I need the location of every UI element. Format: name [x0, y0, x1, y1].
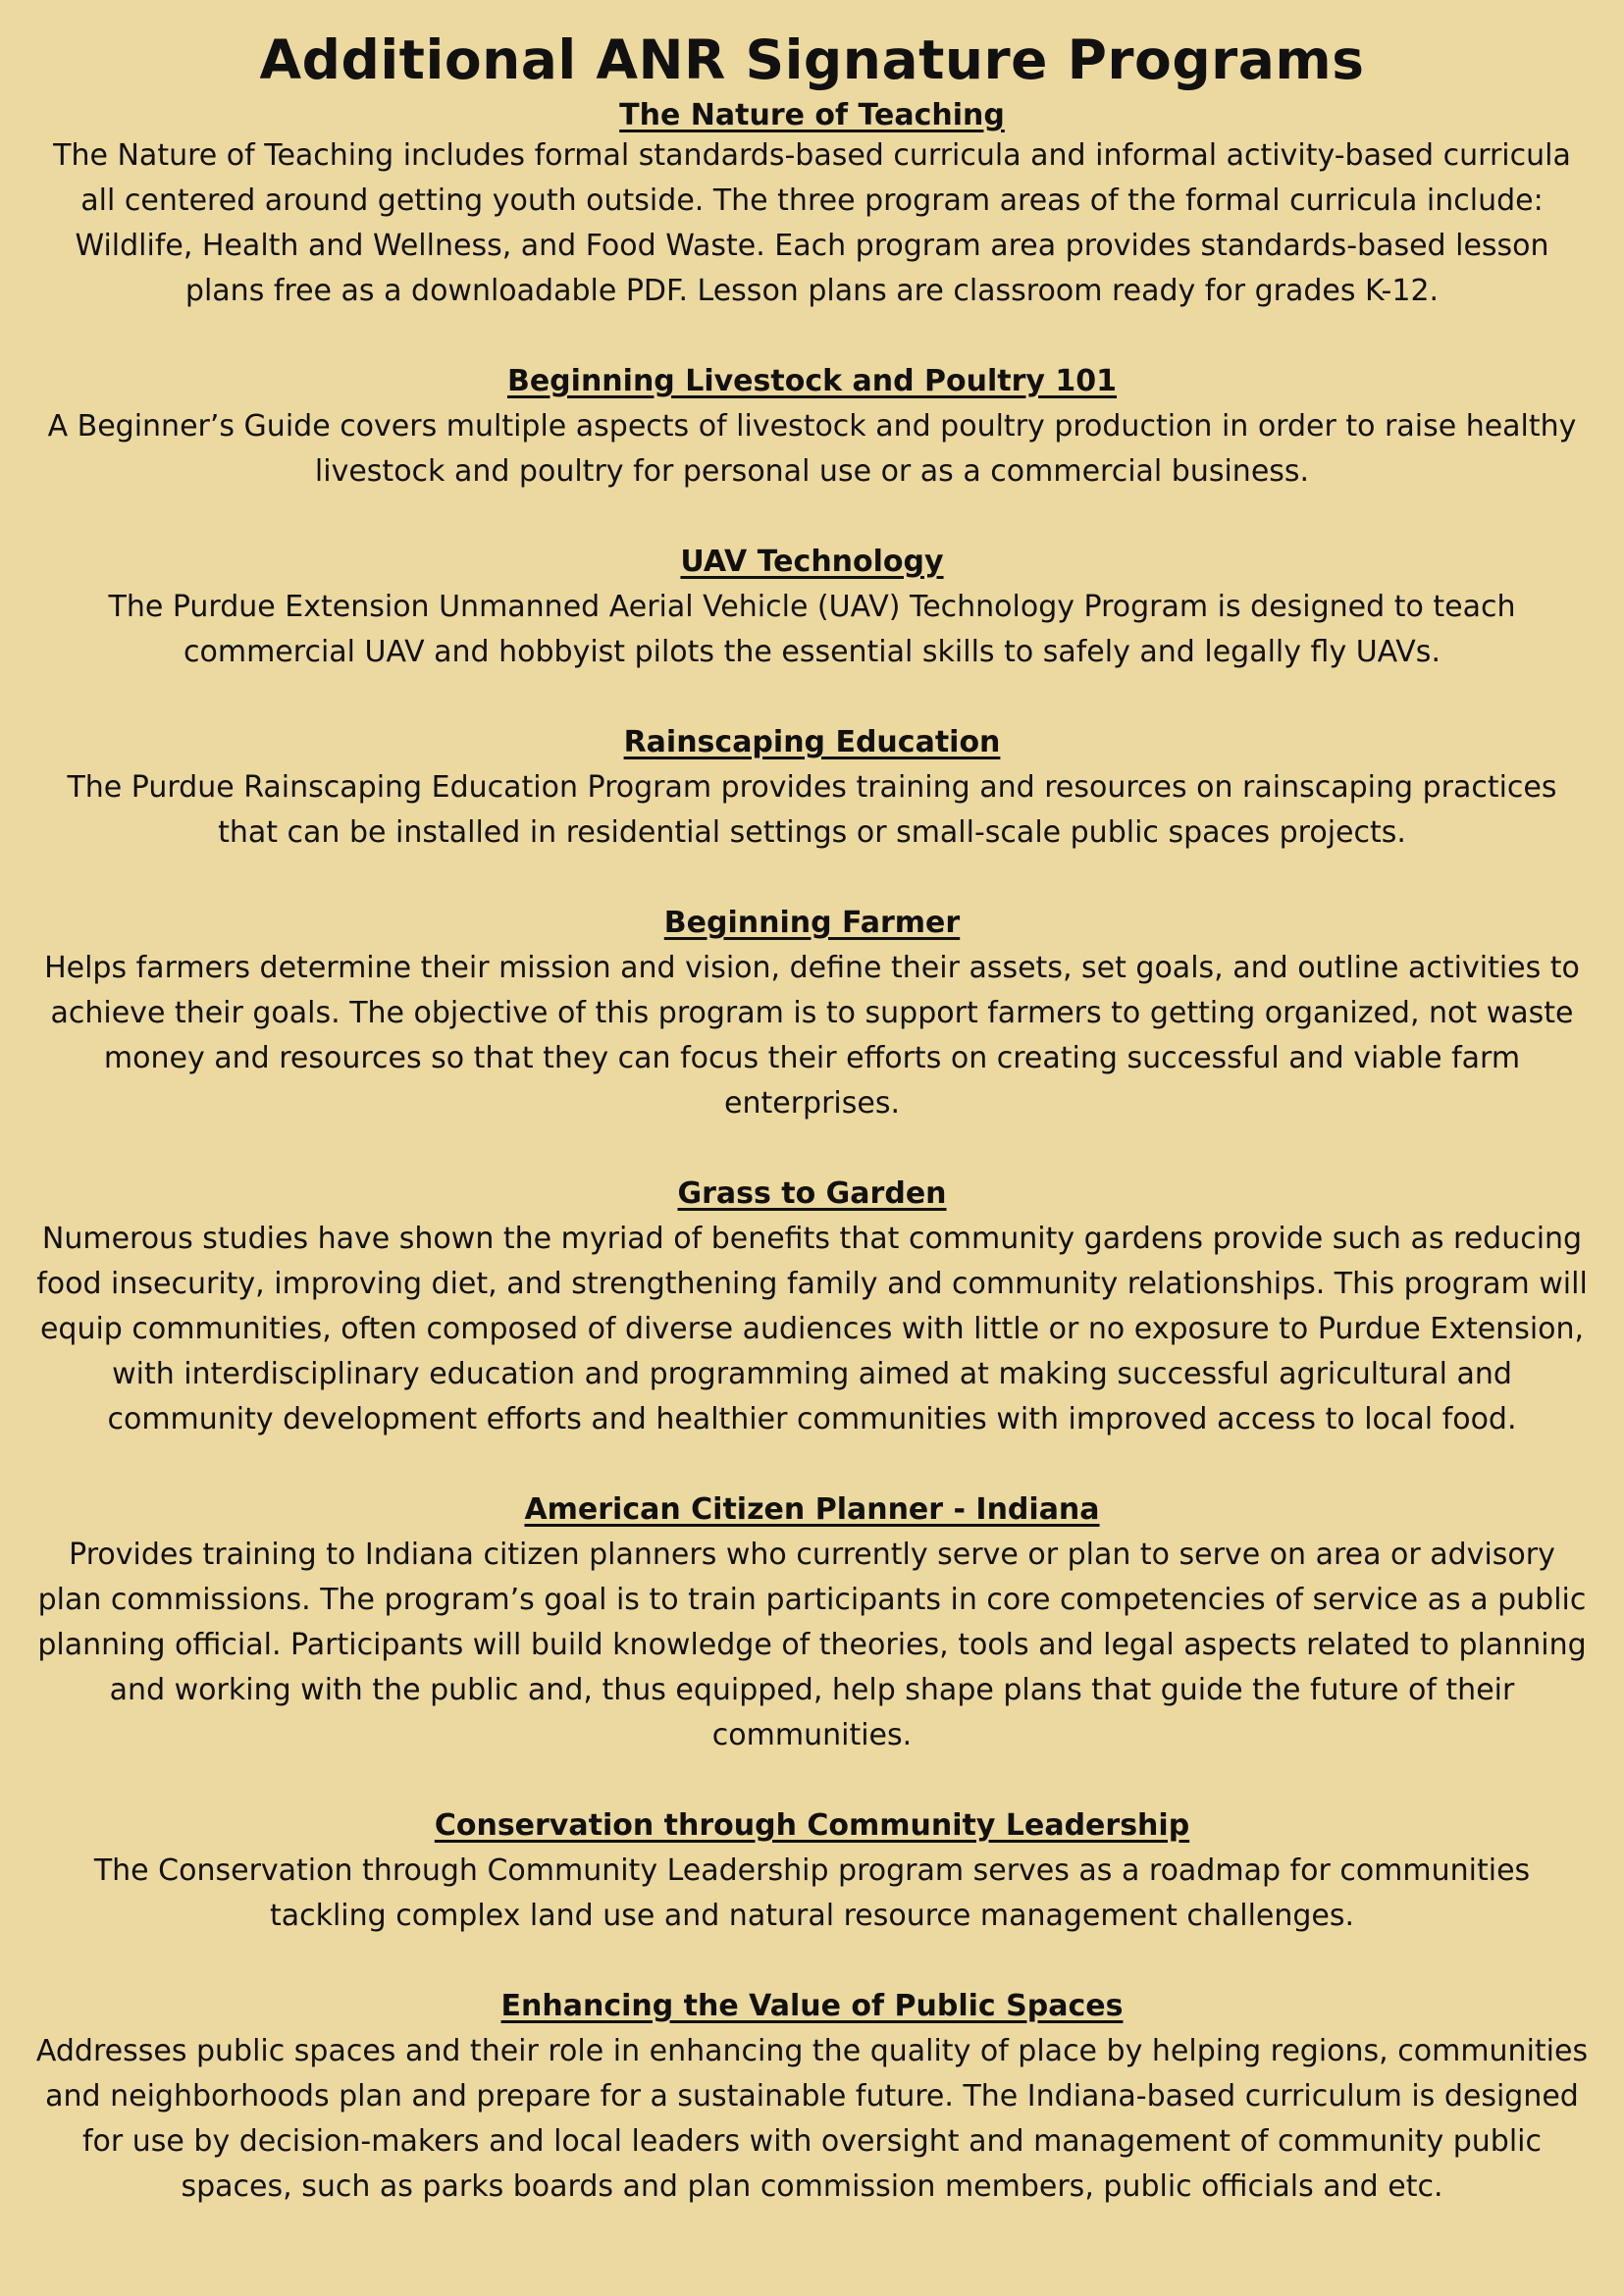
program-description: The Conservation through Community Leadership program serves as a roadmap for communities tackling complex land use and natural resource management challenges. [93, 1853, 1531, 1933]
program-beginning-farmer [35, 901, 1589, 1126]
program-description: Provides training to Indiana citizen planners who currently serve or plan to serve on area or advisory plan commissions. The program’s goal is to train participants in core competencies of service as a public planning official. Participants will build knowledge of theories, tools and legal aspects related to planning and working with the public and, thus equipped, help shape plans that guide the future of their communities. [37, 1538, 1587, 1752]
program-description: Helps farmers determine their mission and vision, define their assets, set goals, and outline activities to achieve their goals. The objective of this program is to support farmers to getting organized, not waste money and resources so that they can focus their efforts on creating successful and viable farm enterprises. [44, 951, 1580, 1121]
program-enhancing-public-spaces [35, 1984, 1589, 2210]
program-description: Addresses public spaces and their role in enhancing the quality of place by helping regions, communities and neighborhoods plan and prepare for a sustainable future. The Indiana-based curriculum is designed for use by decision-makers and local leaders with oversight and management of community public spaces, such as parks boards and plan commission members, public officials and etc. [35, 2034, 1589, 2204]
program-title: Beginning Farmer [663, 906, 961, 940]
program-title: Conservation through Community Leadership [434, 1808, 1190, 1843]
program-nature-of-teaching [35, 98, 1589, 314]
program-title: UAV Technology [680, 545, 944, 579]
program-title: The Nature of Teaching [619, 98, 1005, 132]
document-title: Additional ANR Signature Programs [259, 28, 1365, 91]
program-description: The Purdue Rainscaping Education Program provides training and resources on rainscaping practices that can be installed in residential settings or small-scale public spaces projects. [67, 770, 1557, 850]
program-conservation-community-leadership [35, 1803, 1589, 1939]
program-title: American Citizen Planner - Indiana [524, 1492, 1100, 1527]
program-beginning-livestock-poultry [35, 359, 1589, 495]
program-title: Grass to Garden [677, 1176, 947, 1211]
program-uav-technology [35, 540, 1589, 675]
program-description: The Purdue Extension Unmanned Aerial Vehicle (UAV) Technology Program is designed to teach commercial UAV and hobbyist pilots the essential skills to safely and legally fly UAVs. [108, 590, 1516, 669]
program-american-citizen-planner [35, 1487, 1589, 1758]
program-grass-to-garden [35, 1172, 1589, 1442]
program-description: A Beginner’s Guide covers multiple aspects of livestock and poultry production in order to raise healthy livestock and poultry for personal use or as a commercial business. [47, 409, 1577, 489]
program-description: Numerous studies have shown the myriad of benefits that community gardens provide such as reducing food insecurity, improving diet, and strengthening family and community relationships. This program will equip communities, often composed of diverse audiences with little or no exposure to Purdue Extension, with interdisciplinary education and programming aimed at making successful agricultural and community development efforts and healthier communities with improved access to local food. [36, 1222, 1588, 1436]
program-description: The Nature of Teaching includes formal standards-based curricula and informal activity-based curricula all centered around getting youth outside. The three program areas of the formal curricula include: Wildlife, Health and Wellness, and Food Waste. Each program area provides standards-based lesson plans free as a downloadable PDF. Lesson plans are classroom ready for grades K-12. [53, 138, 1571, 308]
program-title: Rainscaping Education [623, 725, 1001, 759]
program-rainscaping-education [35, 720, 1589, 856]
program-title: Beginning Livestock and Poultry 101 [506, 364, 1118, 398]
program-title: Enhancing the Value of Public Spaces [500, 1989, 1124, 2023]
